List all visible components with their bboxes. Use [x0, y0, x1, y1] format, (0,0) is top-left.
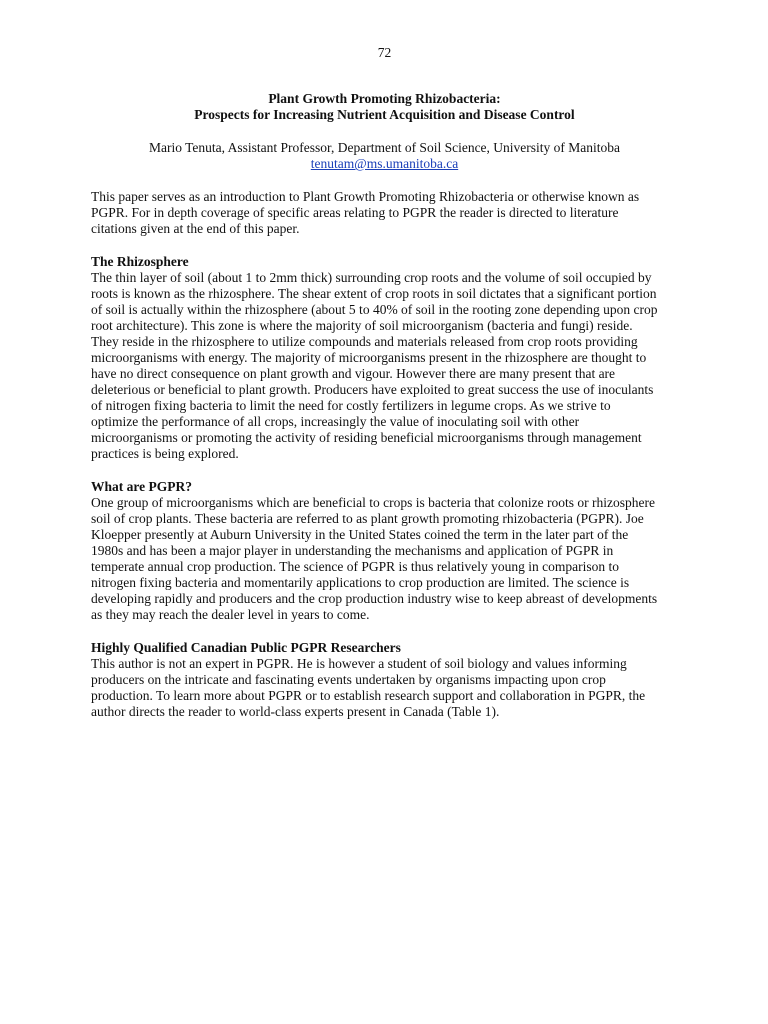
section-heading: The Rhizosphere — [91, 254, 189, 269]
section-heading: What are PGPR? — [91, 479, 192, 494]
paper-title — [91, 91, 678, 123]
author-block — [91, 140, 678, 172]
section-heading: Highly Qualified Canadian Public PGPR Researchers — [91, 640, 401, 655]
author-email-link[interactable]: tenutam@ms.umanitoba.ca — [310, 156, 459, 171]
section-body: This author is not an expert in PGPR. He is however a student of soil biology and values informing producers on the intricate and fascinating events undertaken by organisms impacting upon crop production. To learn more about PGPR or to establish research support and collaboration in PGPR, the author directs the reader to world-class experts present in Canada (Table 1). — [91, 656, 646, 719]
title-line-2: Prospects for Increasing Nutrient Acquisition and Disease Control — [194, 107, 575, 122]
section-body: The thin layer of soil (about 1 to 2mm thick) surrounding crop roots and the volume of soil occupied by roots is known as the rhizosphere. The shear extent of crop roots in soil dictates that a significant portion of soil is actually within the rhizosphere (about 5 to 40% of soil in the rooting zone depending upon crop root architecture). This zone is where the majority of soil microorganism (bacteria and fungi) reside. They reside in the rhizosphere to utilize compounds and materials released from crop roots providing microorganisms with energy. The majority of microorganisms present in the rhizosphere are thought to have no direct consequence on plant growth and vigour. However there are many present that are deleterious or beneficial to plant growth. Producers have exploited to great success the use of inoculants of nitrogen fixing bacteria to limit the need for costly fertilizers in legume crops. As we strive to optimize the performance of all crops, increasingly the value of inoculating soil with other microorganisms or promoting the activity of residing beneficial microorganisms through management practices is being explored. — [91, 270, 658, 461]
intro-paragraph: This paper serves as an introduction to Plant Growth Promoting Rhizobacteria or otherwise known as PGPR. For in depth coverage of specific areas relating to PGPR the reader is directed to literature citations given at the end of this paper. — [91, 189, 640, 236]
section-canadian-researchers — [91, 640, 658, 720]
section-body: One group of microorganisms which are beneficial to crops is bacteria that colonize roots or rhizosphere soil of crop plants. These bacteria are referred to as plant growth promoting rhizobacteria (PGPR). Joe Kloepper presently at Auburn University in the United States coined the term in the later part of the 1980s and has been a major player in understanding the mechanisms and application of PGPR in temperate annual crop production. The science of PGPR is thus relatively young in comparison to nitrogen fixing bacteria and momentarily applications to crop production are limited. The science is developing rapidly and producers and the crop production industry wise to keep abreast of developments as they may reach the dealer level in years to come. — [91, 495, 658, 622]
section-what-are-pgpr — [91, 479, 658, 623]
page-number: 72 — [377, 45, 392, 60]
section-rhizosphere — [91, 254, 658, 462]
title-line-1: Plant Growth Promoting Rhizobacteria: — [268, 91, 501, 106]
author-line: Mario Tenuta, Assistant Professor, Department of Soil Science, University of Manitoba — [148, 140, 621, 155]
